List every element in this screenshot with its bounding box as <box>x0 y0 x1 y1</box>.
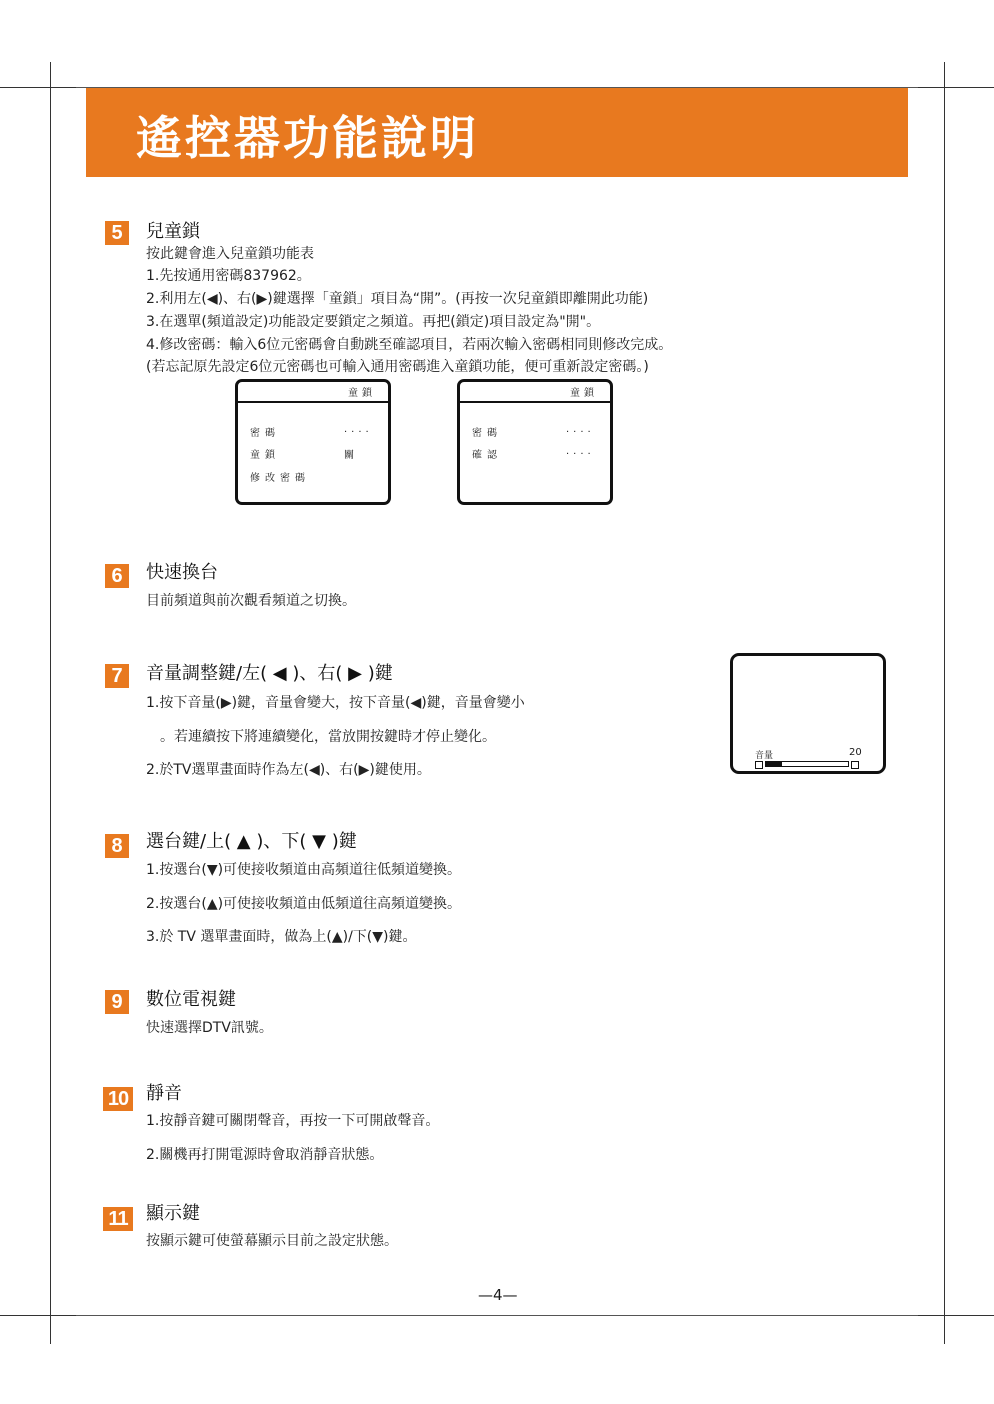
section-title: 快速換台 <box>146 562 218 583</box>
volume-label: 音量 <box>755 751 774 761</box>
crop-mark <box>76 1315 918 1316</box>
volume-bar-fill <box>766 762 782 766</box>
page-title: 遙控器功能說明 <box>136 111 479 165</box>
section-number-badge: 7 <box>105 664 129 688</box>
crop-mark <box>50 62 51 1344</box>
section-text: (若忘記原先設定6位元密碼也可輸入通用密碼進入童鎖功能，便可重新設定密碼。) <box>146 359 649 375</box>
child-lock-menu-screen <box>235 379 391 505</box>
section-text: 快速選擇DTV訊號。 <box>146 1020 273 1036</box>
section-text: 2.利用左(◀)、右(▶)鍵選擇「童鎖」項目為“開”。(再按一次兒童鎖即離開此功能) <box>146 291 649 307</box>
menu-header <box>238 382 388 403</box>
volume-minus-icon <box>755 761 763 769</box>
section-text: 2.關機再打開電源時會取消靜音狀態。 <box>146 1147 384 1163</box>
section-text: 1.按選台(▼)可使接收頻道由高頻道往低頻道變換。 <box>146 862 462 878</box>
section-text: 1.按下音量(▶)鍵，音量會變大，按下音量(◀)鍵，音量會變小 <box>146 695 525 711</box>
password-value: .... <box>344 424 373 435</box>
section-text: 1.先按通用密碼837962。 <box>146 268 311 284</box>
section-text: 按此鍵會進入兒童鎖功能表 <box>146 246 314 262</box>
section-text: 3.在選單(頻道設定)功能設定要鎖定之頻道。再把(鎖定)項目設定為"開"。 <box>146 314 601 330</box>
menu-item-lock: 童鎖 <box>250 450 280 461</box>
section-number-badge: 10 <box>103 1087 133 1111</box>
section-text: 1.按靜音鍵可關閉聲音，再按一下可開啟聲音。 <box>146 1113 440 1129</box>
section-text: 2.於TV選單畫面時作為左(◀)、右(▶)鍵使用。 <box>146 762 431 778</box>
volume-plus-icon <box>851 761 859 769</box>
section-title: 顯示鍵 <box>146 1203 200 1224</box>
crop-mark <box>0 87 76 88</box>
page-number: —4— <box>478 1286 518 1304</box>
child-lock-confirm-screen <box>457 379 613 505</box>
section-text: 3.於 TV 選單畫面時，做為上(▲)/下(▼)鍵。 <box>146 929 417 945</box>
section-number-badge: 8 <box>105 834 129 858</box>
section-number-badge: 9 <box>105 990 129 1014</box>
section-title: 數位電視鍵 <box>146 989 236 1010</box>
volume-value: 20 <box>849 747 862 758</box>
volume-bar <box>765 761 849 767</box>
section-title: 靜音 <box>146 1083 182 1104</box>
menu-title: 童鎖 <box>348 388 376 399</box>
section-text: 2.按選台(▲)可使接收頻道由低頻道往高頻道變換。 <box>146 896 462 912</box>
volume-screen <box>730 653 886 774</box>
header-banner <box>86 88 908 177</box>
section-title: 音量調整鍵/左( ◀ )、右( ▶ )鍵 <box>146 663 393 684</box>
section-number-badge: 6 <box>105 564 129 588</box>
lock-value: 關 <box>344 450 359 461</box>
section-text: 。若連續按下將連續變化，當放開按鍵時才停止變化。 <box>160 729 496 745</box>
menu-title: 童鎖 <box>570 388 598 399</box>
menu-item-password: 密碼 <box>472 428 502 439</box>
crop-mark <box>944 62 945 1344</box>
section-title: 選台鍵/上( ▲ )、下( ▼ )鍵 <box>146 831 357 852</box>
crop-mark <box>918 1315 994 1316</box>
section-number-badge: 11 <box>103 1207 133 1231</box>
menu-header <box>460 382 610 403</box>
section-text: 4.修改密碼：輸入6位元密碼會自動跳至確認項目，若兩次輸入密碼相同則修改完成。 <box>146 337 673 353</box>
section-number-badge: 5 <box>105 221 129 245</box>
password-value: .... <box>566 424 595 435</box>
confirm-value: .... <box>566 446 595 457</box>
section-text: 目前頻道與前次觀看頻道之切換。 <box>146 593 356 609</box>
section-text: 按顯示鍵可使螢幕顯示目前之設定狀態。 <box>146 1233 398 1249</box>
section-title: 兒童鎖 <box>146 221 200 242</box>
menu-item-change-password: 修改密碼 <box>250 473 310 484</box>
menu-item-confirm: 確認 <box>472 450 502 461</box>
menu-item-password: 密碼 <box>250 428 280 439</box>
crop-mark <box>0 1315 76 1316</box>
crop-mark <box>918 87 994 88</box>
